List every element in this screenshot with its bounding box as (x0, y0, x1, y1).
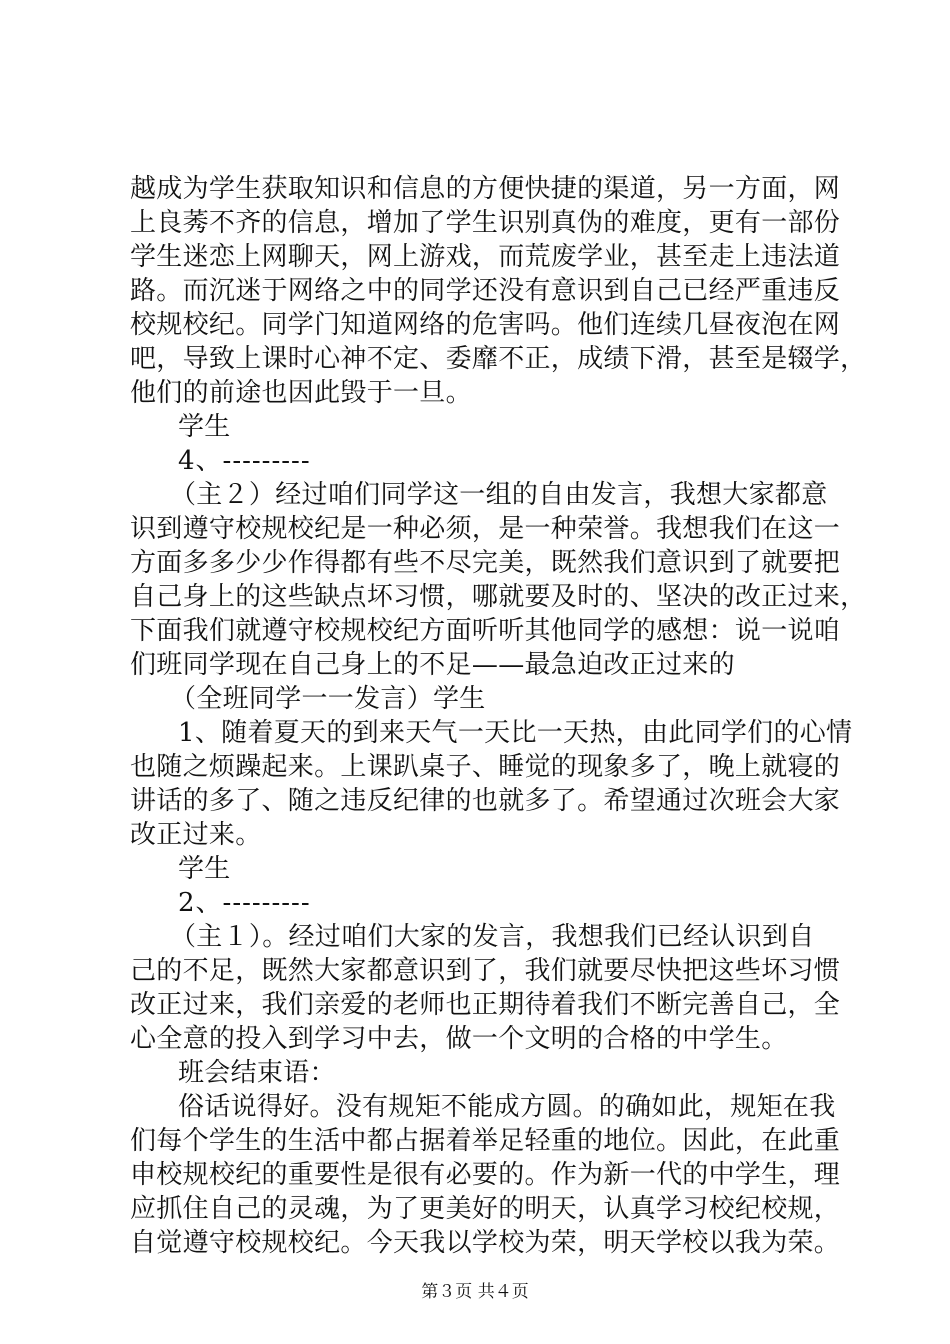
speaker-label: 学生 (178, 412, 231, 442)
speaker-number: 4、--------- (178, 446, 311, 476)
text-line: 自己身上的这些缺点坏习惯，哪就要及时的、坚决的改正过来， (130, 582, 867, 612)
text-line: 方面多多少少作得都有些不尽完美，既然我们意识到了就要把 (130, 548, 841, 578)
text-line: 路。而沉迷于网络之中的同学还没有意识到自己已经严重违反 (130, 276, 841, 306)
text-line: 也随之烦躁起来。上课趴桌子、睡觉的现象多了，晚上就寝的 (130, 752, 841, 782)
text-line: 他们的前途也因此毁于一旦。 (130, 378, 472, 408)
text-line: 心全意的投入到学习中去，做一个文明的合格的中学生。 (130, 1024, 788, 1054)
text-line: 学生迷恋上网聊天，网上游戏，而荒废学业，甚至走上违法道 (130, 242, 841, 272)
text-line: 校规校纪。同学门知道网络的危害吗。他们连续几昼夜泡在网 (130, 310, 841, 340)
text-line: 应抓住自己的灵魂，为了更美好的明天，认真学习校纪校规， (130, 1194, 841, 1224)
text-line: 改正过来。 (130, 820, 262, 850)
text-line: 讲话的多了、随之违反纪律的也就多了。希望通过次班会大家 (130, 786, 841, 816)
text-line: 识到遵守校规校纪是一种必须，是一种荣誉。我想我们在这一 (130, 514, 841, 544)
text-line: 吧，导致上课时心神不定、委靡不正，成绩下滑，甚至是辍学， (130, 344, 867, 374)
text-line: 申校规校纪的重要性是很有必要的。作为新一代的中学生，理 (130, 1160, 841, 1190)
text-line: 上良莠不齐的信息，增加了学生识别真伪的难度，更有一部份 (130, 208, 841, 238)
text-line: 改正过来，我们亲爱的老师也正期待着我们不断完善自己，全 (130, 990, 841, 1020)
document-body (130, 172, 867, 1260)
page-footer: 第３页 共４页 (421, 1282, 529, 1302)
text-line: 自觉遵守校规校纪。今天我以学校为荣，明天学校以我为荣。 (130, 1228, 841, 1258)
text-line: （全班同学一一发言）学生 (170, 684, 486, 714)
text-line: （主１）。经过咱们大家的发言，我想我们已经认识到自 (170, 922, 815, 952)
speaker-number: 2、--------- (178, 888, 311, 918)
text-line: 们每个学生的生活中都占据着举足轻重的地位。因此，在此重 (130, 1126, 841, 1156)
text-line: 越成为学生获取知识和信息的方便快捷的渠道，另一方面，网 (130, 174, 841, 204)
speaker-label: 学生 (178, 854, 231, 884)
text-line: 己的不足，既然大家都意识到了，我们就要尽快把这些坏习惯 (130, 956, 841, 986)
text-line: 们班同学现在自己身上的不足——最急迫改正过来的 (130, 650, 735, 680)
text-line: 下面我们就遵守校规校纪方面听听其他同学的感想：说一说咱 (130, 616, 841, 646)
text-line: 俗话说得好。没有规矩不能成方圆。的确如此，规矩在我 (178, 1092, 836, 1122)
section-heading: 班会结束语： (178, 1058, 336, 1088)
text-line: （主２）经过咱们同学这一组的自由发言，我想大家都意 (170, 480, 828, 510)
text-line: 1、随着夏天的到来天气一天比一天热，由此同学们的心情 (178, 718, 853, 748)
